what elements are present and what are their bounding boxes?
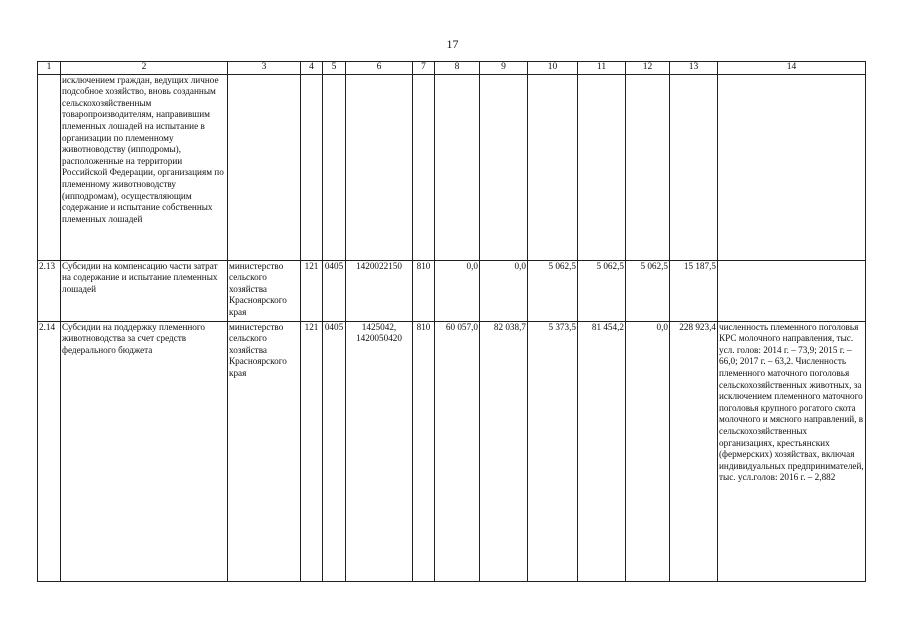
column-header: 2 bbox=[61, 62, 228, 75]
cell-c4: 121 bbox=[301, 321, 323, 581]
cell-c7: 810 bbox=[413, 260, 435, 321]
cell-c6: 1425042, 1420050420 bbox=[346, 321, 413, 581]
cell-c11: 5 062,5 bbox=[578, 260, 626, 321]
column-header: 13 bbox=[670, 62, 718, 75]
cell-c7 bbox=[413, 74, 435, 260]
cell-c14 bbox=[718, 74, 866, 260]
cell-c12 bbox=[626, 74, 670, 260]
cell-c11 bbox=[578, 74, 626, 260]
column-header: 9 bbox=[480, 62, 528, 75]
page-number: 17 bbox=[446, 37, 459, 51]
cell-c10: 5 373,5 bbox=[528, 321, 578, 581]
cell-c9 bbox=[480, 74, 528, 260]
cell-c9: 0,0 bbox=[480, 260, 528, 321]
cell-c12: 0,0 bbox=[626, 321, 670, 581]
cell-c10: 5 062,5 bbox=[528, 260, 578, 321]
row-number: 2.14 bbox=[38, 321, 61, 581]
row-name: Субсидии на компенсацию части затрат на содержание и испытание племенных лошадей bbox=[61, 260, 228, 321]
column-header: 6 bbox=[346, 62, 413, 75]
cell-c4 bbox=[301, 74, 323, 260]
cell-c6 bbox=[346, 74, 413, 260]
cell-c13: 15 187,5 bbox=[670, 260, 718, 321]
row-number: 2.13 bbox=[38, 260, 61, 321]
column-header: 5 bbox=[323, 62, 346, 75]
cell-c4: 121 bbox=[301, 260, 323, 321]
cell-c12: 5 062,5 bbox=[626, 260, 670, 321]
cell-c5 bbox=[323, 74, 346, 260]
row-number bbox=[38, 74, 61, 260]
column-header: 11 bbox=[578, 62, 626, 75]
cell-c11: 81 454,2 bbox=[578, 321, 626, 581]
cell-c13: 228 923,4 bbox=[670, 321, 718, 581]
table-header-row bbox=[38, 62, 866, 75]
cell-c13 bbox=[670, 74, 718, 260]
column-header: 4 bbox=[301, 62, 323, 75]
column-header: 10 bbox=[528, 62, 578, 75]
row-executor bbox=[228, 74, 301, 260]
column-header: 12 bbox=[626, 62, 670, 75]
row-name: Субсидии на поддержку племенного животноводства за счет средств федерального бюджета bbox=[61, 321, 228, 581]
cell-c8: 0,0 bbox=[435, 260, 480, 321]
row-executor: министерство сельского хозяйства Красноярского края bbox=[228, 260, 301, 321]
table-row bbox=[38, 260, 866, 321]
cell-c8 bbox=[435, 74, 480, 260]
cell-c10 bbox=[528, 74, 578, 260]
column-header: 1 bbox=[38, 62, 61, 75]
row-executor: министерство сельского хозяйства Красноярского края bbox=[228, 321, 301, 581]
column-header: 7 bbox=[413, 62, 435, 75]
column-header: 14 bbox=[718, 62, 866, 75]
cell-c5: 0405 bbox=[323, 260, 346, 321]
cell-c14: численность племенного поголовья КРС молочного направления, тыс. усл. голов: 2014 г. – 73,9; 2015 г. – 66,0; 2017 г. – 63,2. Численность племенного маточного поголовья сельскохозяйственных животных, за исключением племенного маточного поголовья крупного рогатого скота молочного и мясного направлений, в сельскохозяйственных организациях, крестьянских (фермерских) хозяйствах, включая индивидуальных предпринимателей, тыс. усл.голов: 2016 г. – 2,882 bbox=[718, 321, 866, 581]
cell-c8: 60 057,0 bbox=[435, 321, 480, 581]
cell-c5: 0405 bbox=[323, 321, 346, 581]
row-name: исключением граждан, ведущих личное подсобное хозяйство, вновь созданным сельскохозяйственным товаропроизводителям, направившим племенных лошадей на испытание в организации по племенному животноводству (ипподромы), расположенные на территории Российской Федерации, организациям по племенному животноводству (ипподромам), осуществляющим содержание и испытание собственных племенных лошадей bbox=[61, 74, 228, 260]
budget-table bbox=[37, 61, 866, 582]
column-header: 3 bbox=[228, 62, 301, 75]
table-row bbox=[38, 321, 866, 581]
cell-c6: 1420022150 bbox=[346, 260, 413, 321]
cell-c14 bbox=[718, 260, 866, 321]
column-header: 8 bbox=[435, 62, 480, 75]
table-row bbox=[38, 74, 866, 260]
cell-c9: 82 038,7 bbox=[480, 321, 528, 581]
cell-c7: 810 bbox=[413, 321, 435, 581]
